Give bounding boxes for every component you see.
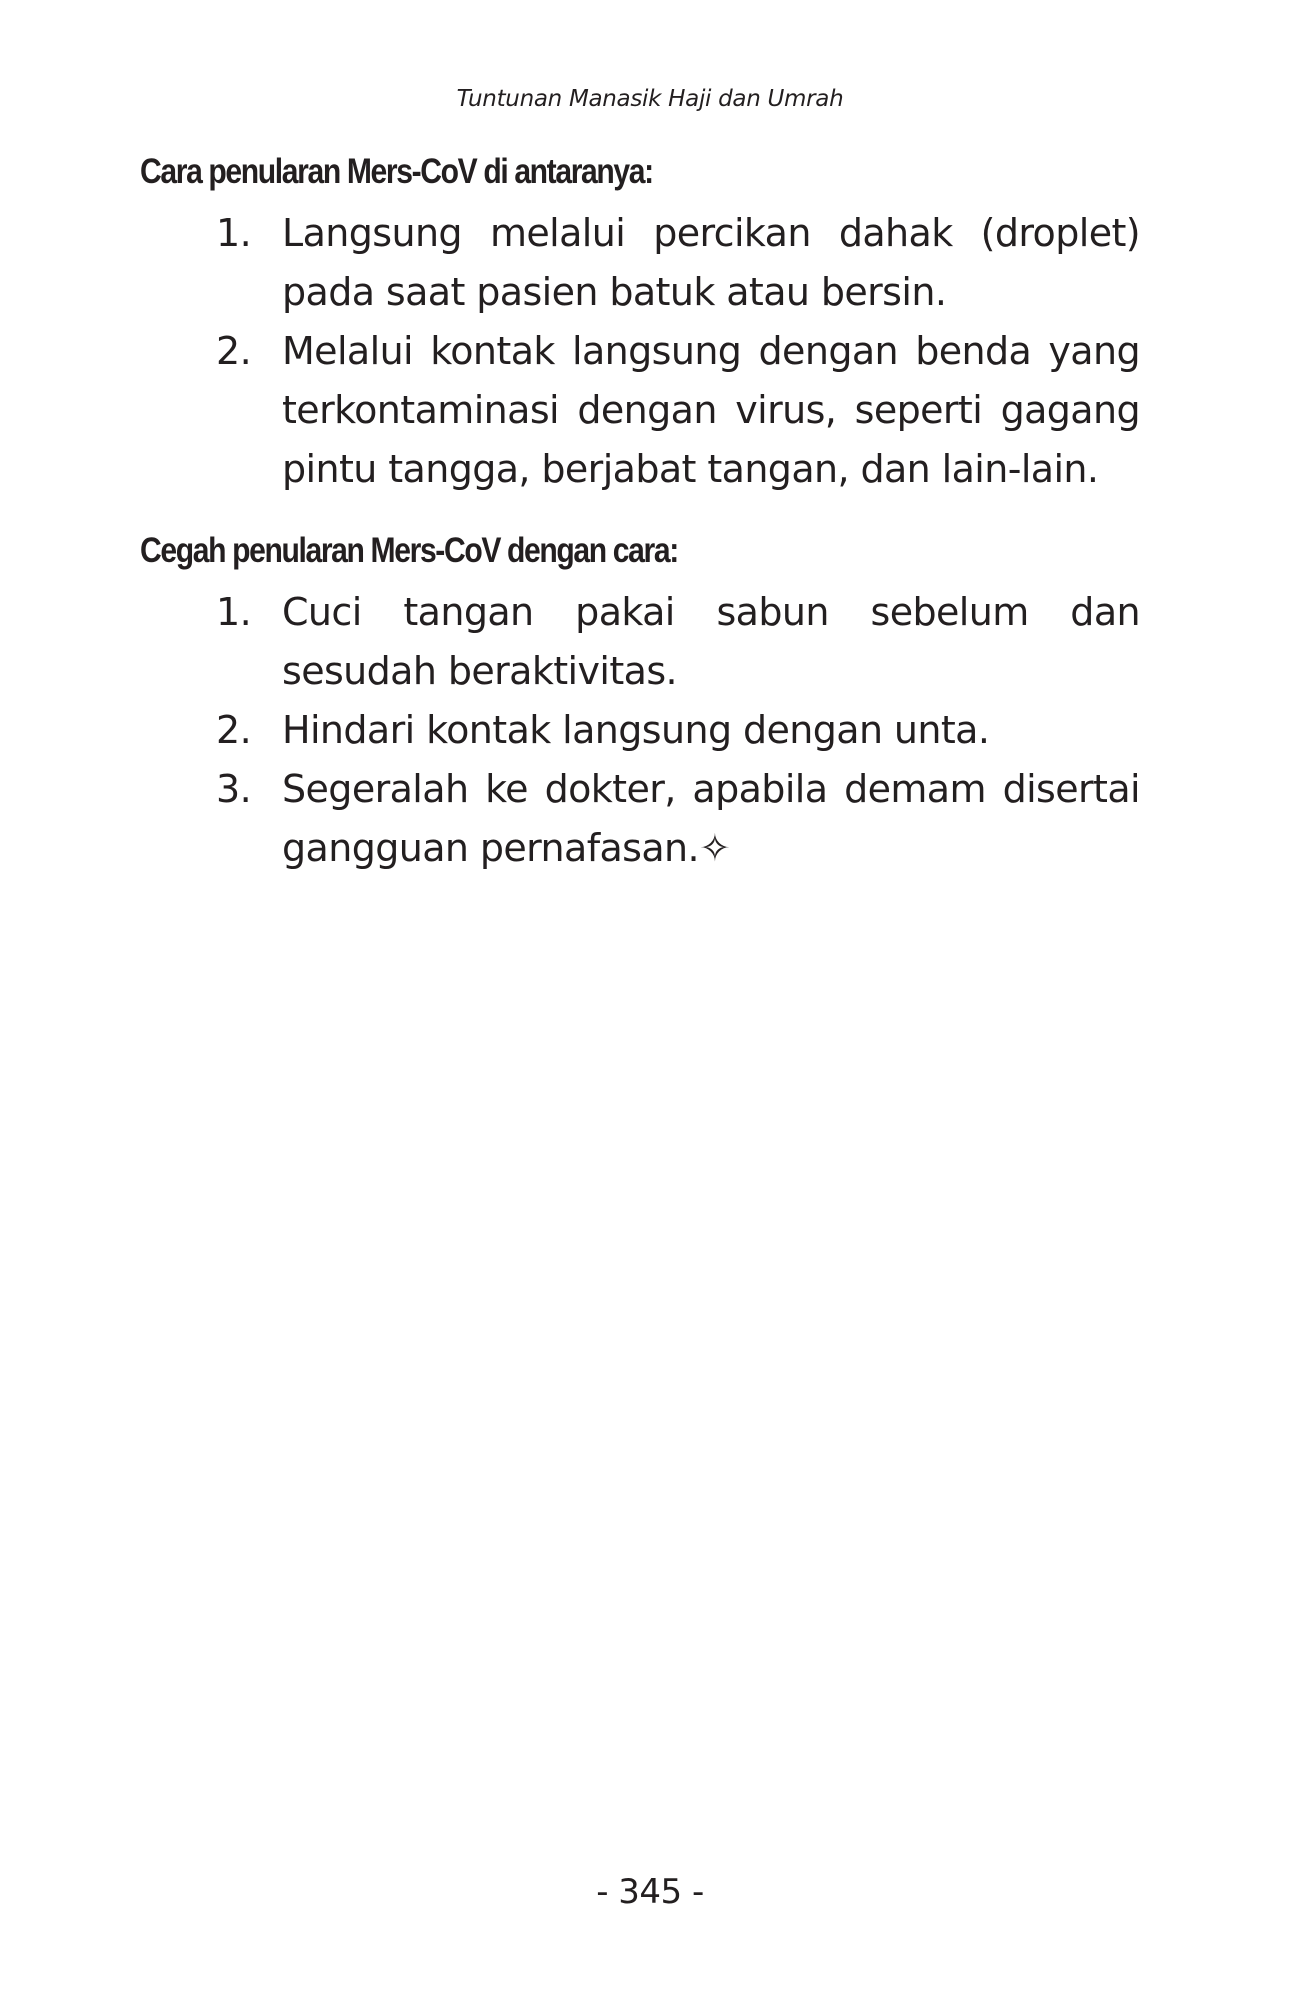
list-item-text: Cuci tangan pakai sabun sebelum dan sesudah beraktivitas. xyxy=(282,590,1140,693)
list-item-number: 1. xyxy=(216,211,252,255)
list-item xyxy=(140,204,1140,322)
list-item-text: Segeralah ke dokter, apabila demam disertai gangguan pernafasan.✧ xyxy=(282,767,1140,870)
list-item xyxy=(140,701,1140,760)
list-item-number: 3. xyxy=(216,767,252,811)
running-header: Tuntunan Manasik Haji dan Umrah xyxy=(456,86,844,112)
section-heading-prevention: Cegah penularan Mers-CoV dengan cara: xyxy=(140,531,678,570)
page-number: - 345 - xyxy=(596,1872,704,1912)
list-item-text: Langsung melalui percikan dahak (droplet) pada saat pasien batuk atau bersin. xyxy=(282,211,1140,314)
transmission-list xyxy=(140,204,1140,499)
list-item-number: 2. xyxy=(216,708,252,752)
list-item-text: Melalui kontak langsung dengan benda yang terkontaminasi dengan virus, seperti gagang pintu tangga, berjabat tangan, dan lain-lain. xyxy=(282,329,1140,491)
list-item-text: Hindari kontak langsung dengan unta. xyxy=(282,708,990,752)
list-item xyxy=(140,760,1140,878)
list-item-number: 1. xyxy=(216,590,252,634)
list-item xyxy=(140,583,1140,701)
list-item-number: 2. xyxy=(216,329,252,373)
page-content xyxy=(140,148,1140,878)
prevention-list xyxy=(140,583,1140,878)
list-item xyxy=(140,322,1140,499)
section-heading-transmission: Cara penularan Mers-CoV di antaranya: xyxy=(140,152,653,191)
